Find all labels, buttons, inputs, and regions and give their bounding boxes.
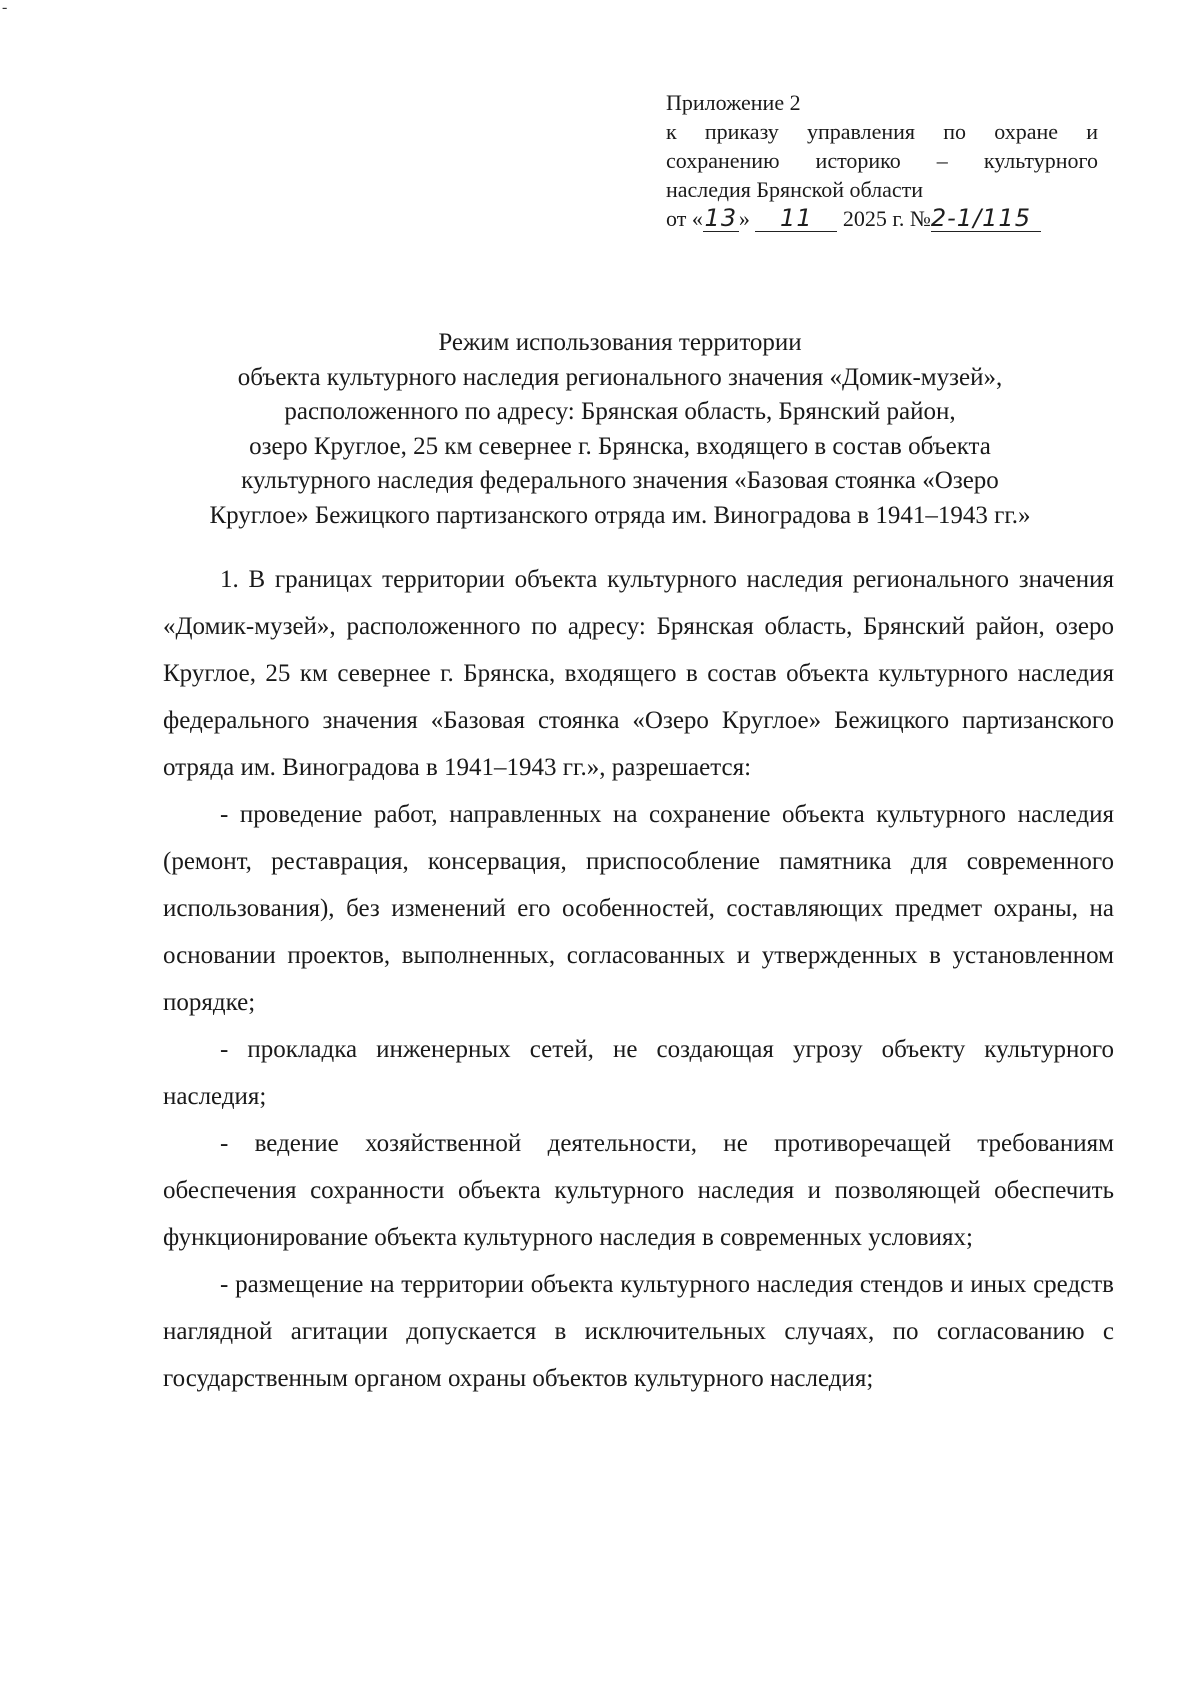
title-line-4: озеро Круглое, 25 км севернее г. Брянска, входящего в состав объекта — [249, 432, 991, 460]
appendix-title: Приложение 2 — [666, 90, 801, 115]
appendix-line-3: наследия Брянской области — [666, 177, 924, 202]
title-line-6: Круглое» Бежицкого партизанского отряда им. Виноградова в 1941–1943 гг.» — [209, 501, 1031, 529]
title-line-1: Режим использования территории — [438, 329, 802, 356]
order-day-handwritten: 13 — [704, 204, 738, 232]
paragraph-4: - ведение хозяйственной деятельности, не противоречащей требованиям обеспечения сохранности объекта культурного наследия и позволяющей обеспечить функционирование объекта культурного наследия в современных условиях; — [163, 1130, 1114, 1251]
order-year: 2025 г. — [842, 206, 905, 231]
corner-mark: - — [2, 0, 8, 16]
order-month-handwritten: 11 — [755, 206, 837, 232]
appendix-header — [666, 88, 1098, 233]
order-prefix: от « — [666, 206, 703, 231]
title-line-3: расположенного по адресу: Брянская область, Брянский район, — [284, 398, 956, 426]
paragraph-3: - прокладка инженерных сетей, не создающая угрозу объекту культурного наследия; — [163, 1036, 1114, 1110]
paragraph-2: - проведение работ, направленных на сохранение объекта культурного наследия (ремонт, реставрация, консервация, приспособление памятника для современного использования), без изменений его особенностей, составляющих предмет охраны, на основании проектов, выполненных, согласованных и утвержденных в установленном порядке; — [163, 801, 1114, 1016]
appendix-line-2: сохранению историко – культурного — [666, 148, 1098, 173]
document-body — [163, 556, 1114, 1402]
paragraph-5: - размещение на территории объекта культурного наследия стендов и иных средств наглядной агитации допускается в исключительных случаях, по согласованию с государственным органом охраны объектов культурного наследия; — [163, 1271, 1114, 1392]
order-quote-close: » — [738, 206, 750, 231]
order-number-sign: № — [904, 206, 931, 231]
title-line-2: объекта культурного наследия регионального значения «Домик-музей», — [237, 363, 1003, 391]
order-date-line — [666, 204, 1098, 233]
appendix-line-1: к приказу управления по охране и — [666, 119, 1098, 144]
paragraph-1: 1. В границах территории объекта культурного наследия регионального значения «Домик-музей», расположенного по адресу: Брянская область, Брянский район, озеро Круглое, 25 км севернее г. Брянска, входящего в состав объекта культурного наследия федерального значения «Базовая стоянка «Озеро Круглое» Бежицкого партизанского отряда им. Виноградова в 1941–1943 гг.», разрешается: — [163, 566, 1114, 781]
order-number-handwritten: 2-1/115 — [931, 206, 1041, 232]
document-title — [120, 326, 1120, 534]
title-line-5: культурного наследия федерального значения «Базовая стоянка «Озеро — [241, 467, 999, 495]
